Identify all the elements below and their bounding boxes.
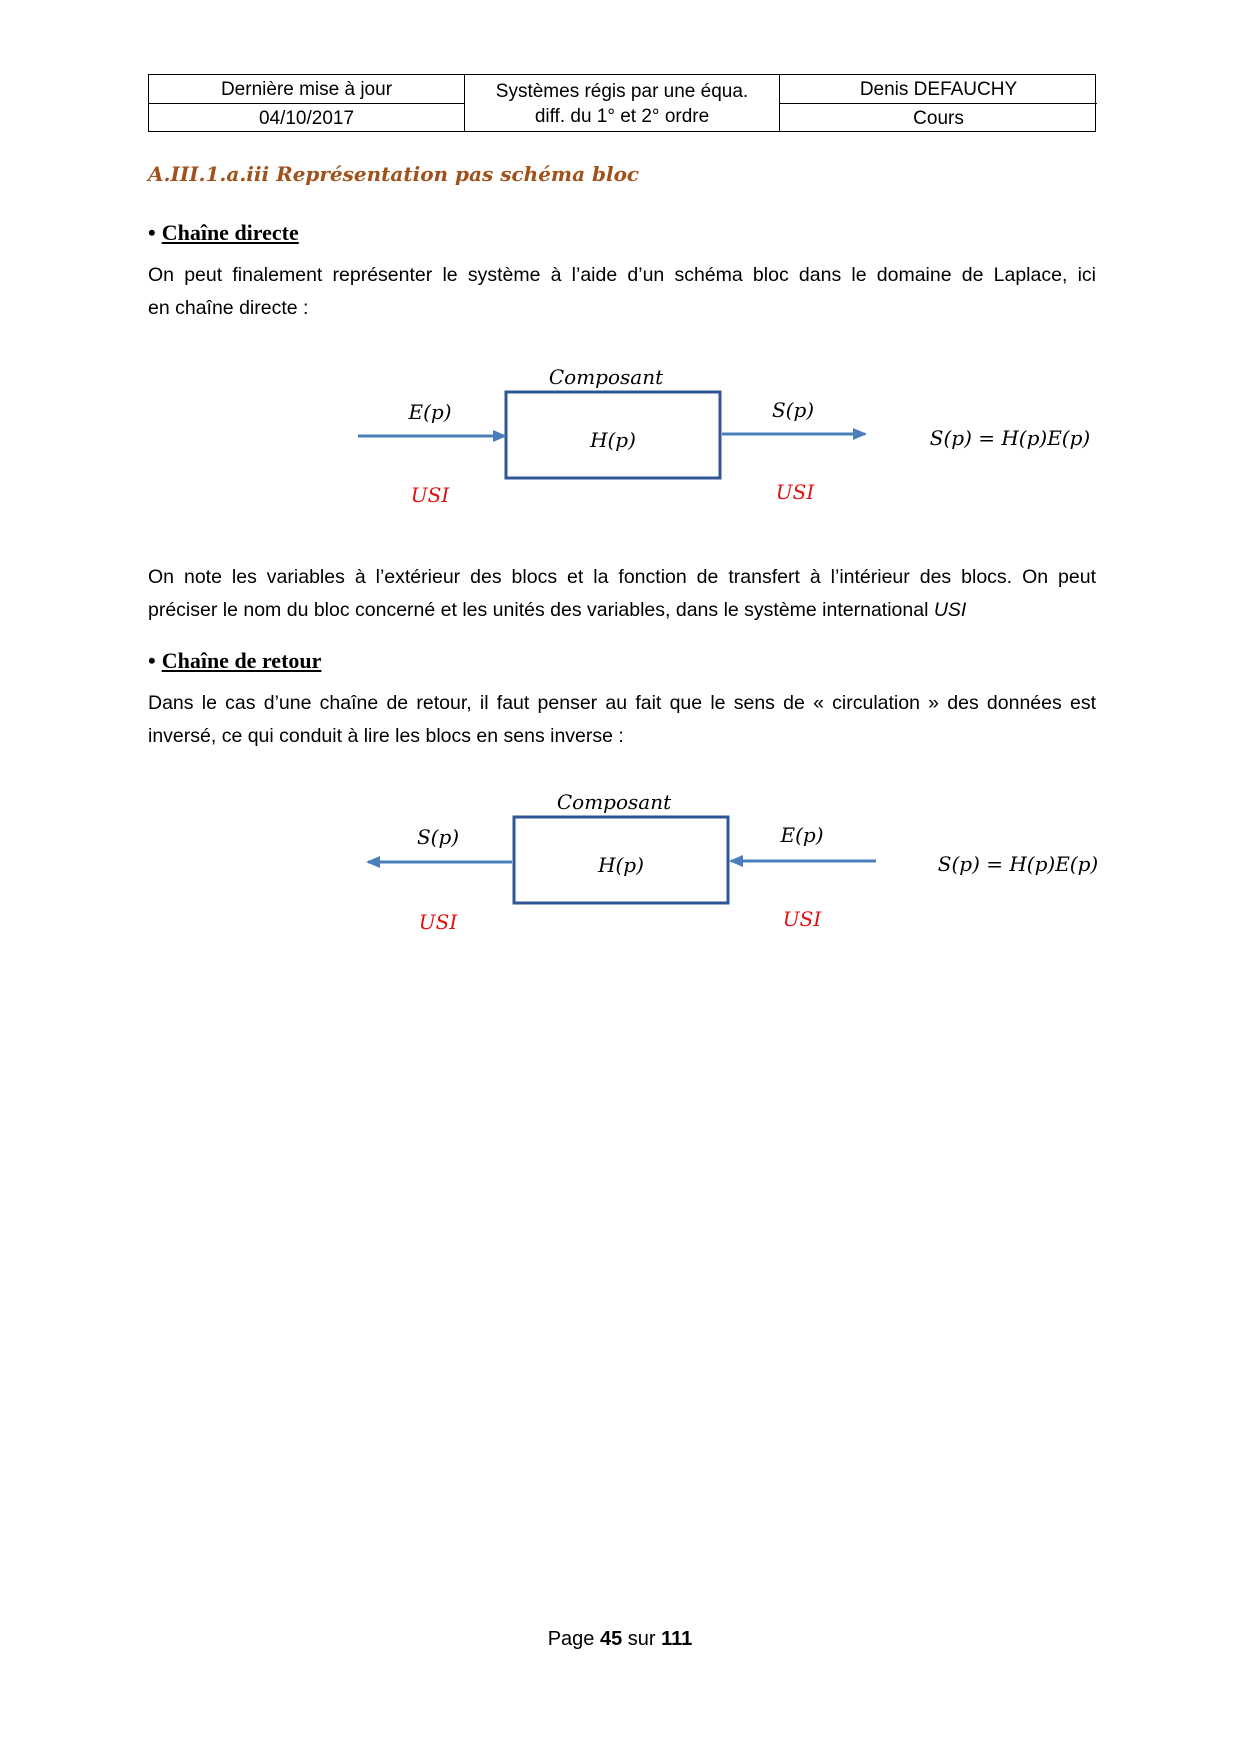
feedback-chain-diagram — [0, 780, 1240, 950]
transfer-equation: S(p) = H(p)E(p) — [929, 426, 1091, 450]
subject-line-1: Systèmes régis par une équa. — [495, 80, 749, 102]
feedback-chain-title: Chaîne de retour — [161, 648, 322, 673]
paragraph-line: Dans le cas d’une chaîne de retour, il faut penser au fait que le sens de « circulation » des données est — [148, 692, 1096, 714]
paragraph-line: en chaîne directe : — [148, 297, 309, 319]
input-unit-label: USI — [410, 483, 450, 507]
transfer-function-label: H(p) — [590, 428, 636, 452]
document-type: Cours — [913, 107, 964, 129]
output-unit-label: USI — [418, 910, 458, 934]
direct-chain-intro — [148, 259, 1096, 325]
subject-cell — [465, 75, 779, 132]
transfer-equation: S(p) = H(p)E(p) — [937, 852, 1099, 876]
page-total: 111 — [661, 1628, 693, 1650]
direct-chain-note — [148, 561, 1096, 627]
page-footer — [0, 1628, 1240, 1651]
direct-chain-heading — [148, 220, 299, 246]
paragraph-line — [148, 594, 1096, 627]
transfer-function-label: H(p) — [598, 853, 644, 877]
input-variable-label: E(p) — [780, 823, 824, 847]
subject-line-2: diff. du 1° et 2° ordre — [534, 105, 710, 127]
block-name-label: Composant — [548, 365, 664, 389]
page-middle: sur — [622, 1628, 662, 1650]
paragraph-line: On peut finalement représenter le système à l’aide d’un schéma bloc dans le domaine de Laplace, ici — [148, 264, 1096, 286]
author-name: Denis DEFAUCHY — [859, 78, 1018, 100]
feedback-chain-intro — [148, 687, 1096, 753]
direct-chain-diagram — [0, 355, 1240, 525]
output-variable-label: S(p) — [416, 825, 460, 849]
input-variable-label: E(p) — [408, 400, 452, 424]
page-number: 45 — [599, 1628, 623, 1650]
bullet-icon: • — [148, 220, 156, 245]
page-prefix: Page — [547, 1628, 600, 1650]
last-update-label: Dernière mise à jour — [220, 78, 393, 100]
output-unit-label: USI — [775, 480, 815, 504]
feedback-chain-heading — [148, 648, 321, 674]
output-variable-label: S(p) — [771, 398, 815, 422]
header-table — [148, 74, 1096, 132]
direct-chain-title: Chaîne directe — [161, 220, 299, 245]
note-text: préciser le nom du bloc concerné et les unités des variables, dans le système international — [148, 599, 934, 621]
paragraph-line: inversé, ce qui conduit à lire les blocs en sens inverse : — [148, 725, 624, 747]
paragraph-line: On note les variables à l’extérieur des blocs et la fonction de transfert à l’intérieur des blocs. On peut — [148, 566, 1096, 588]
section-title: A.III.1.a.iii Représentation pas schéma bloc — [148, 162, 640, 186]
block-name-label: Composant — [556, 790, 672, 814]
input-unit-label: USI — [782, 907, 822, 931]
update-date: 04/10/2017 — [258, 107, 355, 129]
bullet-icon: • — [148, 648, 156, 673]
unit-system-abbrev: USI — [933, 599, 967, 621]
